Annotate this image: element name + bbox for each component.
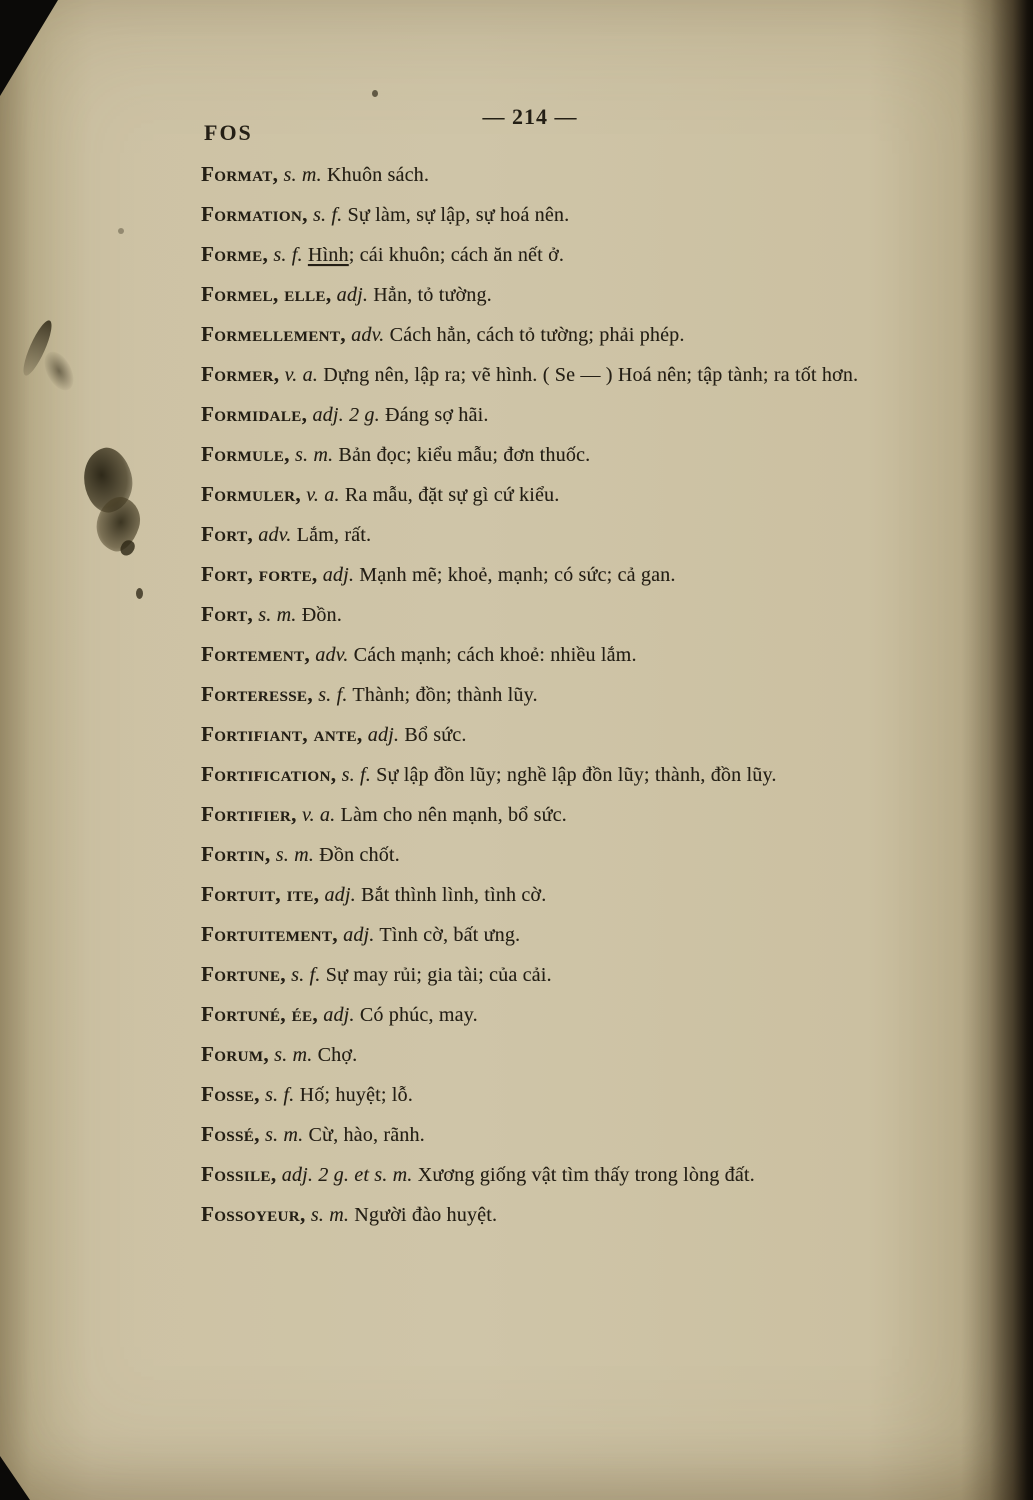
page-corner-shadow-bottom-left — [0, 1456, 30, 1500]
dictionary-entry — [201, 1075, 933, 1115]
entry-headword: Fortifier, — [201, 802, 297, 826]
entry-headword: Fossé, — [201, 1122, 260, 1146]
entry-headword: Fossile, — [201, 1162, 277, 1186]
entry-definition: Thành; đồn; thành lũy. — [352, 684, 538, 706]
dictionary-entry — [201, 955, 933, 995]
dictionary-entry — [201, 875, 933, 915]
entry-grammar-label: s. m. — [274, 1044, 313, 1066]
dictionary-entry — [201, 315, 933, 355]
entry-headword: Fortification, — [201, 762, 337, 786]
entry-headword: Fosse, — [201, 1082, 260, 1106]
entry-definition: Sự lập đồn lũy; nghề lập đồn lũy; thành, đồn lũy. — [376, 764, 777, 786]
dictionary-entry — [201, 915, 933, 955]
entry-definition: Chợ. — [317, 1044, 358, 1066]
dictionary-entry — [201, 275, 933, 315]
entry-grammar-label: adv. — [315, 644, 349, 666]
entry-headword: Fortune, — [201, 962, 286, 986]
entry-grammar-label: s. m. — [294, 444, 334, 466]
entry-definition: Lắm, rất. — [296, 524, 372, 546]
entry-grammar-label: s. m. — [275, 844, 314, 866]
entry-headword: Formuler, — [201, 482, 302, 506]
ink-speck — [118, 228, 124, 234]
dictionary-entry — [201, 235, 933, 275]
entry-definition: Người đào huyệt. — [354, 1204, 498, 1226]
entry-grammar-label: v. a. — [306, 484, 340, 506]
entry-headword: Fortuit, ite, — [201, 882, 320, 906]
dictionary-entry — [201, 595, 933, 635]
entry-grammar-label: s. f. — [273, 244, 303, 266]
entry-definition: Đồn chốt. — [319, 844, 400, 866]
dictionary-entry — [201, 555, 933, 595]
dictionary-entry — [201, 1155, 933, 1195]
entry-definition: Bản đọc; kiểu mẫu; đơn thuốc. — [338, 444, 591, 466]
entry-grammar-label: adj. 2 g. et s. m. — [281, 1164, 413, 1186]
entry-definition: ; cái khuôn; cách ăn nết ở. — [348, 244, 565, 266]
dictionary-entry — [201, 515, 933, 555]
dictionary-entry — [201, 395, 933, 435]
entry-grammar-label: s. f. — [265, 1084, 295, 1106]
dictionary-entry — [201, 795, 933, 835]
entry-definition-underlined: Hình — [307, 244, 349, 266]
entry-grammar-label: s. m. — [265, 1124, 304, 1146]
entry-definition: Đồn. — [301, 604, 342, 626]
running-head: FOS — [204, 120, 253, 145]
entry-definition: Sự làm, sự lập, sự hoá nên. — [347, 204, 570, 226]
entry-definition: Bổ sức. — [404, 724, 467, 746]
dictionary-entry — [201, 435, 933, 475]
page-corner-shadow-top-left — [0, 0, 58, 96]
entry-definition: Ra mẫu, đặt sự gì cứ kiểu. — [344, 484, 560, 506]
entry-grammar-label: s. m. — [258, 604, 297, 626]
entry-grammar-label: adj. 2 g. — [312, 404, 380, 426]
entry-headword: Fort, forte, — [201, 562, 318, 586]
entry-grammar-label: adv. — [258, 524, 292, 546]
entry-grammar-label: s. f. — [341, 764, 371, 786]
dictionary-entry — [201, 995, 933, 1035]
entry-grammar-label: v. a. — [284, 364, 318, 386]
entry-definition: Cừ, hào, rãnh. — [308, 1124, 425, 1146]
entry-grammar-label: adj. — [323, 1004, 355, 1026]
entry-headword: Fort, — [201, 602, 254, 626]
entry-grammar-label: adj. — [336, 284, 369, 306]
entry-headword: Fortuitement, — [201, 922, 338, 946]
ink-smudge — [39, 347, 80, 395]
entry-grammar-label: s. f. — [291, 964, 321, 986]
ink-speck — [372, 90, 378, 97]
entry-definition: Đáng sợ hãi. — [385, 404, 489, 426]
dictionary-entry — [201, 475, 933, 515]
entry-grammar-label: s. m. — [310, 1204, 350, 1226]
entry-headword: Fortement, — [201, 642, 311, 666]
entry-definition: Khuôn sách. — [326, 164, 430, 186]
entry-definition: Dựng nên, lập ra; vẽ hình. ( Se — ) Hoá nên; tập tành; ra tốt hơn. — [323, 364, 859, 386]
entry-headword: Format, — [201, 162, 279, 186]
entry-list — [201, 155, 933, 1235]
entry-definition: Có phúc, may. — [359, 1004, 478, 1026]
entry-headword: Former, — [201, 362, 280, 386]
entry-grammar-label: adj. — [367, 724, 400, 746]
entry-definition: Sự may rủi; gia tài; của cải. — [325, 964, 552, 986]
dictionary-entry — [201, 1035, 933, 1075]
entry-grammar-label: adj. — [322, 564, 355, 586]
ink-speck — [136, 588, 143, 599]
entry-grammar-label: v. a. — [301, 804, 336, 826]
entry-definition: Làm cho nên mạnh, bổ sức. — [340, 804, 567, 826]
entry-grammar-label: s. m. — [283, 164, 322, 186]
page-number: — 214 — — [482, 104, 578, 129]
entry-headword: Fortifiant, ante, — [201, 722, 363, 746]
entry-headword: Forteresse, — [201, 682, 313, 706]
book-gutter-shadow — [961, 0, 1033, 1500]
entry-grammar-label: adj. — [324, 884, 356, 906]
dictionary-entry — [201, 195, 933, 235]
entry-grammar-label: adv. — [351, 324, 385, 346]
entry-headword: Forum, — [201, 1042, 269, 1066]
entry-headword: Formation, — [201, 202, 308, 226]
entry-definition: Hẳn, tỏ tường. — [373, 284, 492, 306]
entry-headword: Formule, — [201, 442, 290, 466]
dictionary-entry — [201, 1195, 933, 1235]
entry-definition: Hố; huyệt; lỗ. — [299, 1084, 413, 1106]
dictionary-entry — [201, 635, 933, 675]
dictionary-entry — [201, 835, 933, 875]
entry-headword: Formidale, — [201, 402, 308, 426]
entry-definition: Bắt thình lình, tình cờ. — [361, 884, 547, 906]
entry-grammar-label: adj. — [343, 924, 375, 946]
entry-headword: Fortuné, ée, — [201, 1002, 319, 1026]
entry-definition: Tình cờ, bất ưng. — [379, 924, 521, 946]
entry-headword: Fort, — [201, 522, 254, 546]
entry-grammar-label: s. f. — [313, 204, 343, 226]
page-header — [200, 104, 930, 150]
dictionary-entry — [201, 155, 933, 195]
entry-headword: Fortin, — [201, 842, 271, 866]
dictionary-entry — [201, 675, 933, 715]
entry-headword: Formel, elle, — [201, 282, 332, 306]
entry-headword: Formellement, — [201, 322, 346, 346]
entry-headword: Fossoyeur, — [201, 1202, 306, 1226]
dictionary-entry — [201, 355, 933, 395]
dictionary-entry — [201, 1115, 933, 1155]
entry-definition: Xương giống vật tìm thấy trong lòng đất. — [417, 1164, 755, 1186]
entry-definition: Mạnh mẽ; khoẻ, mạnh; có sức; cả gan. — [359, 564, 676, 586]
entry-definition: Cách hẳn, cách tỏ tường; phải phép. — [389, 324, 685, 346]
dictionary-entry — [201, 715, 933, 755]
entry-definition: Cách mạnh; cách khoẻ: nhiều lắm. — [353, 644, 637, 666]
entry-grammar-label: s. f. — [318, 684, 348, 706]
dictionary-entry — [201, 755, 933, 795]
entry-headword: Forme, — [201, 242, 269, 266]
